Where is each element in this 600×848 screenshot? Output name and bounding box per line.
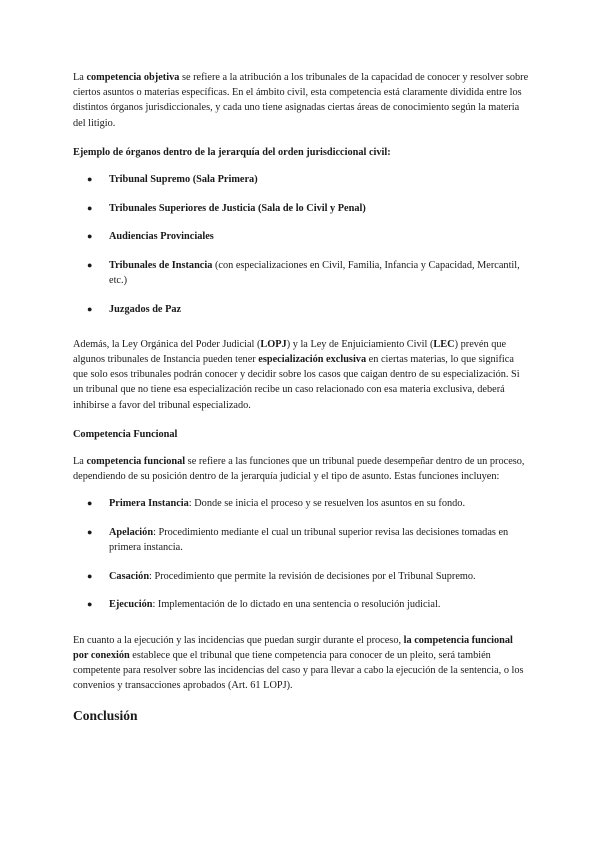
bold-term: competencia funcional: [86, 456, 186, 468]
functions-list: [73, 496, 530, 612]
list-item-text: : Donde se inicia el proceso y se resuelven los asuntos en su fondo.: [188, 498, 466, 510]
list-item: [73, 302, 530, 317]
list-item-bold: Tribunal Supremo (Sala Primera): [109, 174, 258, 186]
list-item: [73, 172, 530, 187]
bullet-icon: ●: [87, 498, 93, 509]
bold-term: LEC: [433, 338, 455, 350]
list-item: [73, 597, 530, 612]
list-item-bold: Primera Instancia: [109, 498, 189, 510]
bold-term: especialización exclusiva: [258, 354, 367, 365]
text-span: se refiere a las funciones que un tribunal puede desempeñar dentro de un proceso, dependiendo de su posición dentro de la jerarquía judicial y el tipo de asunto. Estas funciones incluyen:: [73, 456, 525, 483]
list-item-text: : Implementación de lo dictado en una sentencia o resolución judicial.: [152, 599, 441, 611]
list-item: [73, 496, 530, 511]
bold-term: competencia objetiva: [86, 72, 180, 83]
example-heading-text: Ejemplo de órganos dentro de la jerarquía del orden jurisdiccional civil:: [73, 146, 391, 158]
text-span: En cuanto a la ejecución y las incidencias que puedan surgir durante el proceso,: [73, 634, 404, 646]
list-item-bold: Apelación: [109, 527, 154, 539]
bullet-icon: ●: [87, 303, 93, 314]
list-item-bold: Tribunales de Instancia: [109, 259, 213, 271]
functional-competence-heading: Competencia Funcional: [73, 428, 178, 440]
organs-list: [73, 172, 530, 317]
text-span: ) y la Ley de Enjuiciamiento Civil (: [286, 338, 434, 350]
bullet-icon: ●: [87, 570, 93, 581]
conclusion-heading: Conclusión: [73, 708, 138, 724]
bold-term: LOPJ: [260, 338, 287, 350]
list-item-bold: Ejecución: [109, 599, 153, 611]
list-item-bold: Casación: [109, 570, 150, 582]
bullet-icon: ●: [87, 527, 93, 538]
text-span: establece que el tribunal que tiene competencia para conocer de un pleito, será también competente para resolver sobre las incidencias del caso y para llevar a cabo la ejecución de la sentencia, o los convenios y transacciones aprobados (Art. 61 LOPJ).: [73, 649, 524, 692]
text-span: en ciertas materias, lo que significa que solo esos tribunales podrán conocer y decidir sobre los casos que caigan dentro de su especialización. Si un tribunal que no tiene esa especialización recibe un caso relacionado con esa materia exclusiva, deberá inhibirse a favor del tribunal especializado.: [73, 354, 520, 411]
list-item-bold: Juzgados de Paz: [109, 303, 182, 315]
list-item: [73, 229, 530, 244]
list-item: [73, 201, 530, 216]
list-item-text: (con especializaciones en Civil, Familia, Infancia y Capacidad, Mercantil, etc.): [109, 259, 520, 286]
text-span: La: [73, 456, 87, 468]
objective-competence-paragraph: [73, 70, 530, 131]
text-span: se refiere a la atribución a los tribunales de la capacidad de conocer y resolver sobre ciertos asuntos o materias específicas. En el ámbito civil, esta competencia está claramente dividida entre los distintos órganos jurisdiccionales, y cada uno tiene asignadas ciertas áreas de conocimiento según la materia del litigio.: [73, 72, 529, 129]
lopj-lec-paragraph: [73, 337, 530, 413]
list-item: [73, 258, 530, 288]
list-item: [73, 525, 530, 555]
text-span: Además, la Ley Orgánica del Poder Judicial (: [73, 338, 261, 350]
list-item-bold: Tribunales Superiores de Justicia (Sala de lo Civil y Penal): [109, 202, 366, 214]
text-span: La: [73, 72, 87, 83]
bullet-icon: ●: [87, 174, 93, 185]
connection-competence-paragraph: [73, 633, 530, 694]
text-span: ) prevén que algunos tribunales de Instancia pueden tener: [73, 338, 507, 365]
bullet-icon: ●: [87, 599, 93, 610]
list-item-bold: Audiencias Provinciales: [109, 231, 214, 243]
list-item: [73, 569, 530, 584]
bullet-icon: ●: [87, 259, 93, 270]
list-item-text: : Procedimiento que permite la revisión de decisiones por el Tribunal Supremo.: [149, 570, 476, 582]
bullet-icon: ●: [87, 202, 93, 213]
functional-competence-paragraph: [73, 454, 530, 484]
bullet-icon: ●: [87, 231, 93, 242]
bold-term: la competencia funcional por conexión: [73, 634, 513, 661]
list-item-text: : Procedimiento mediante el cual un tribunal superior revisa las decisiones tomadas en primera instancia.: [109, 527, 509, 554]
example-heading: [73, 145, 530, 160]
